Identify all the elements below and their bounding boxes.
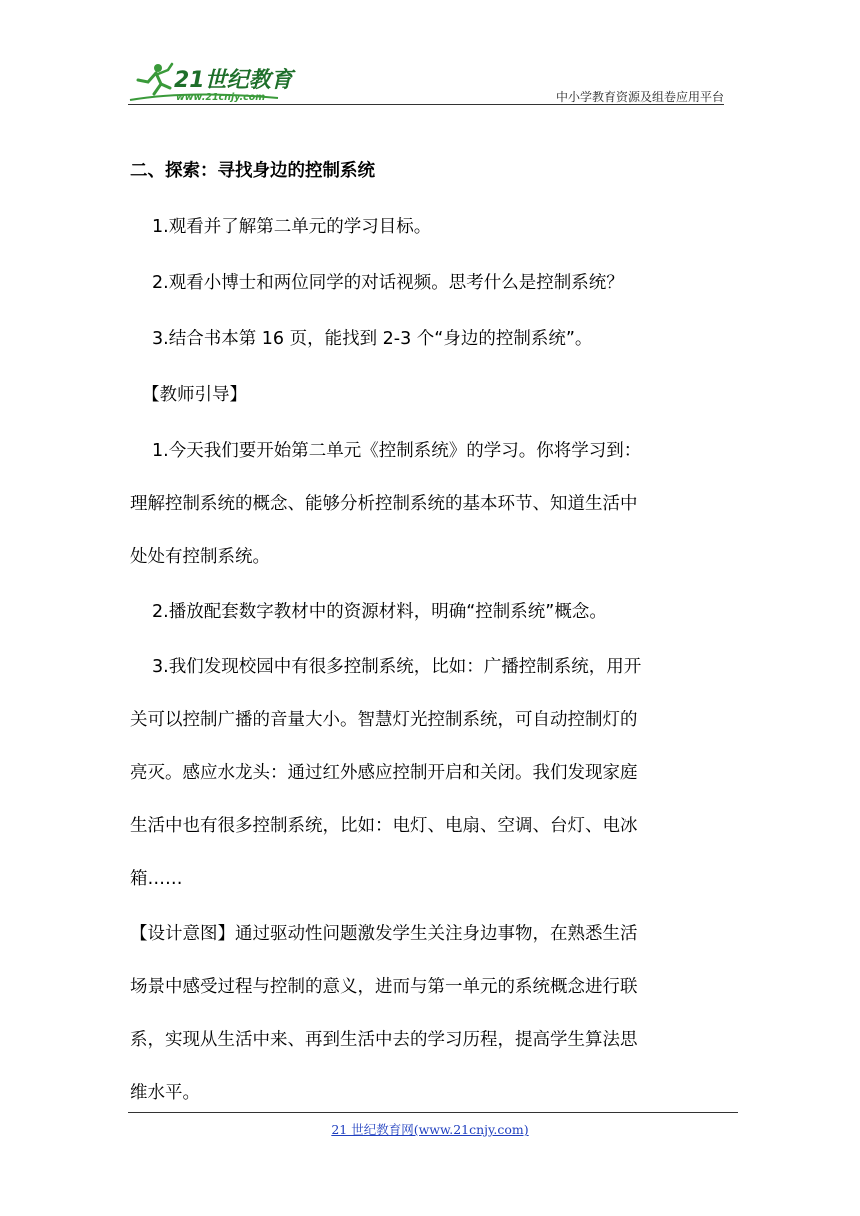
header-divider <box>128 104 724 105</box>
logo <box>128 60 298 104</box>
footer-link[interactable]: 21 世纪教育网(www.21cnjy.com) <box>331 1122 529 1137</box>
guide-3-line-5: 箱…… <box>130 869 183 889</box>
step-1: 1.观看并了解第二单元的学习目标。 <box>152 217 432 237</box>
design-intent-line-4: 维水平。 <box>130 1083 200 1103</box>
teacher-guide-label: 【教师引导】 <box>142 385 247 405</box>
platform-name: 中小学教育资源及组卷应用平台 <box>555 90 724 104</box>
guide-3-line-2: 关可以控制广播的音量大小。智慧灯光控制系统，可自动控制灯的 <box>130 710 638 730</box>
section-heading: 二、探索：寻找身边的控制系统 <box>130 161 375 181</box>
guide-3-line-1: 3.我们发现校园中有很多控制系统，比如：广播控制系统，用开 <box>152 657 642 677</box>
step-2: 2.观看小博士和两位同学的对话视频。思考什么是控制系统？ <box>152 273 624 293</box>
guide-2: 2.播放配套数字教材中的资源材料，明确“控制系统”概念。 <box>152 602 607 622</box>
guide-1-line-2: 理解控制系统的概念、能够分析控制系统的基本环节、知道生活中 <box>130 494 638 514</box>
design-intent-line-2: 场景中感受过程与控制的意义，进而与第一单元的系统概念进行联 <box>130 977 638 997</box>
logo-url: www.21cnjy.com <box>176 92 266 103</box>
guide-3-line-4: 生活中也有很多控制系统，比如：电灯、电扇、空调、台灯、电冰 <box>130 816 638 836</box>
guide-1-line-1: 1.今天我们要开始第二单元《控制系统》的学习。你将学习到： <box>152 441 642 461</box>
design-intent-line-1: 【设计意图】通过驱动性问题激发学生关注身边事物，在熟悉生活 <box>130 924 638 944</box>
guide-3-line-3: 亮灭。感应水龙头：通过红外感应控制开启和关闭。我们发现家庭 <box>130 763 638 783</box>
design-intent-line-3: 系，实现从生活中来、再到生活中去的学习历程，提高学生算法思 <box>130 1030 638 1050</box>
guide-1-line-3: 处处有控制系统。 <box>130 547 270 567</box>
page-header <box>128 58 724 106</box>
footer-divider <box>128 1112 738 1113</box>
step-3: 3.结合书本第 16 页，能找到 2-3 个“身边的控制系统”。 <box>152 329 593 349</box>
logo-text: 21世纪教育 <box>174 68 293 93</box>
